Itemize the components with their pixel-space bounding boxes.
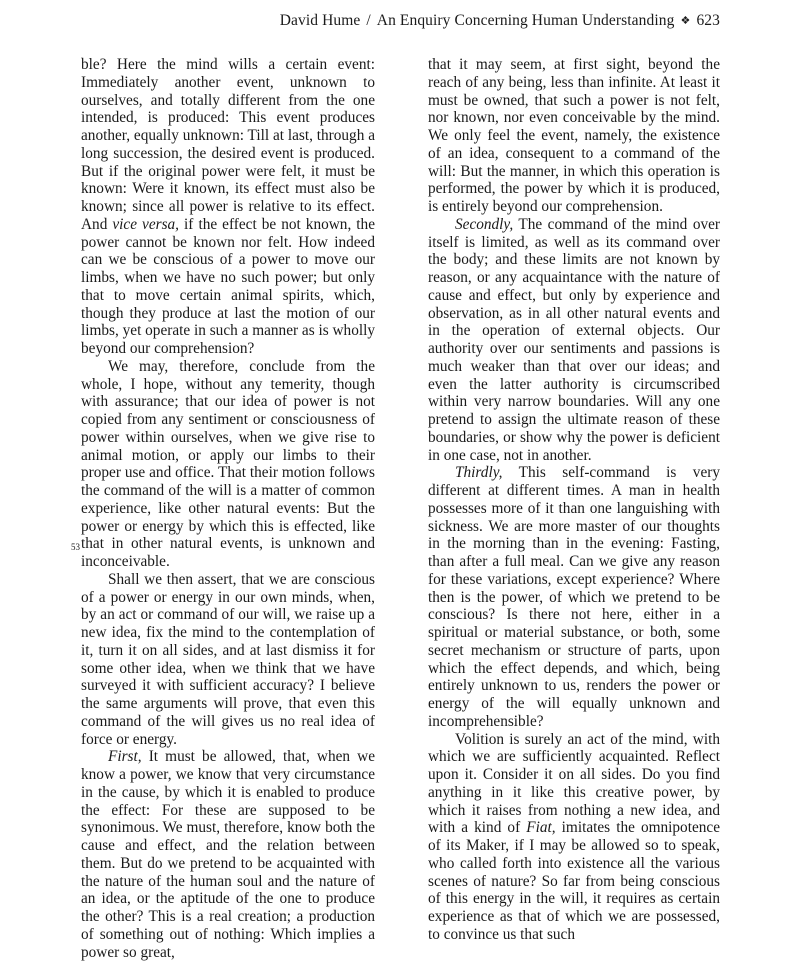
paragraph (81, 56, 375, 358)
paragraph: Shall we then assert, that we are conscious of a power or energy in our own minds, when, by an act or command of our will, we raise up a new idea, fix the mind to the contemplation of it, turn it on all sides, and at last dismiss it for some other idea, when we think that we have surveyed it with sufficient accuracy? I believe the same arguments will prove, that even this command of the will gives us no real idea of force or energy. (81, 570, 375, 748)
paragraph-text: if the effect be not known, the power cannot be known nor felt. How indeed can we be conscious of a power to move our limbs, when we have no such power; but only that to move certain animal spirits, which, though they produce at last the motion of our limbs, yet operate in such a manner as is wholly beyond our comprehension? (81, 215, 375, 357)
emphasis-text: First, (108, 748, 142, 766)
header-separator: / (366, 12, 371, 29)
running-header (280, 12, 720, 30)
ornament-icon: ❖ (680, 15, 691, 27)
paragraph: We may, therefore, conclude from the whole, I hope, without any temerity, though with assurance; that our idea of power is not copied from any sentiment or consciousness of power within ourselves, when we give rise to animal motion, or apply our limbs to their proper use and office. That their motion follows the command of the will is a matter of common experience, like other natural events: But the power or energy by which this is effected, like that in other natural events, is unknown and inconceivable. (81, 357, 375, 570)
paragraph-text: It must be allowed, that, when we know a power, we know that very circumstance in the cause, by which it is enabled to produce the effect: For these are supposed to be synonimous. We must, therefore, know both the cause and effect, and the relation between them. But do we pretend to be acquainted with the nature of the human soul and the nature of an idea, or the aptitude of the one to produce the other? This is a real creation; a production of something out of nothing: Which implies a power so great, (81, 748, 375, 961)
header-title: An Enquiry Concerning Human Understanding (376, 12, 675, 29)
paragraph (428, 731, 720, 944)
emphasis-text: vice versa, (112, 215, 180, 233)
paragraph: that it may seem, at first sight, beyond the reach of any being, less than infinite. At least it must be owned, that such a power is not felt, nor known, nor even conceivable by the mind. We only feel the event, namely, the existence of an idea, consequent to a command of the will: But the manner, in which this operation is performed, the power by which it is produced, is entirely beyond our comprehension. (428, 56, 720, 215)
right-column (428, 56, 720, 944)
emphasis-text: Secondly, (455, 215, 514, 233)
emphasis-text: Thirdly, (455, 464, 503, 482)
paragraph (428, 464, 720, 730)
emphasis-text: Fiat, (526, 819, 556, 837)
paragraph (81, 748, 375, 961)
header-author: David Hume (279, 12, 361, 29)
section-number: 53 (71, 542, 80, 552)
paragraph-text: Volition is surely an act of the mind, with which we are sufficiently acquainted. Reflect upon it. Consider it on all sides. Do you find anything in it like this creative power, by which it raises from nothing a new idea, and with a kind of (428, 730, 720, 837)
paragraph-text: ble? Here the mind wills a certain event: Immediately another event, unknown to ourselves, and totally different from the one intended, is produced: This event produces another, equally unknown: Till at last, through a long succession, the desired event is produced. But if the original power were felt, it must be known: Were it known, its effect must also be known; since all power is relative to its effect. And (81, 56, 375, 233)
paragraph-text: imitates the omnipotence of its Maker, if I may be allowed so to speak, who called forth into existence all the various scenes of nature? So far from being conscious of this energy in the will, it requires as certain experience as that of which we are possessed, to convince us that such (428, 819, 720, 943)
paragraph-text: This self-command is very different at different times. A man in health possesses more of it than one languishing with sickness. We are more master of our thoughts in the morning than in the evening: Fasting, than after a full meal. Can we give any reason for these variations, except experience? Where then is the power, of which we pretend to be conscious? Is there not here, either in a spiritual or material substance, or both, some secret mechanism or structure of parts, upon which the effect depends, and which, being entirely unknown to us, renders the power or energy of the will equally unknown and incomprehensible? (428, 464, 720, 730)
left-column (81, 56, 375, 961)
page-number: 623 (696, 12, 720, 29)
paragraph (428, 216, 720, 465)
paragraph-text: The command of the mind over itself is limited, as well as its command over the body; and these limits are not known by reason, or any acquaintance with the nature of cause and effect, but only by experience and observation, as in all other natural events and in the operation of external objects. Our authority over our sentiments and passions is much weaker than that over our ideas; and even the latter authority is circumscribed within very narrow boundaries. Will any one pretend to assign the ultimate reason of these boundaries, or show why the power is deficient in one case, not in another. (428, 215, 720, 464)
